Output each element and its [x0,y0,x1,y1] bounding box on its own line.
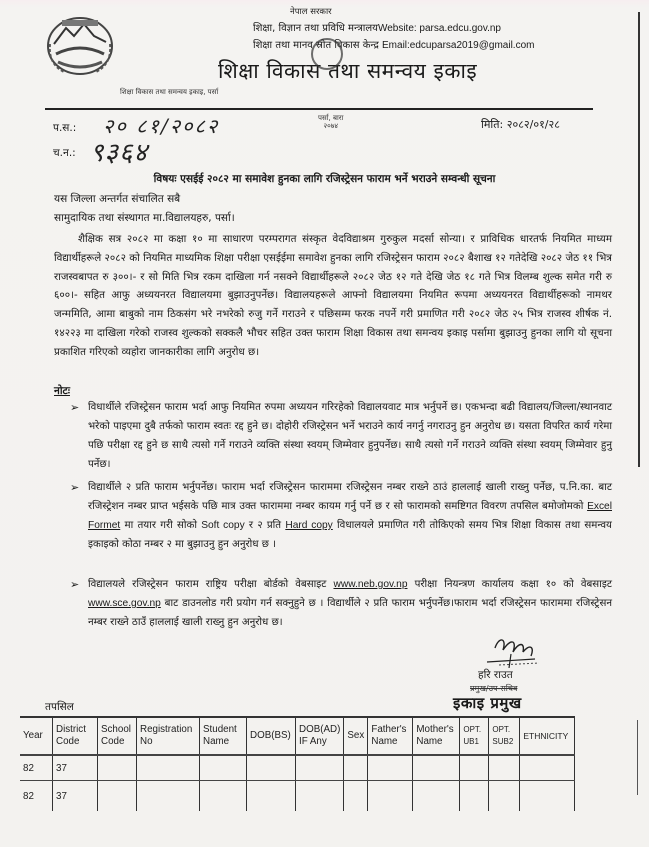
table-cell [98,755,137,781]
page-edge-line [637,720,638,795]
note-text: विधार्थीले रजिस्ट्रेसन फाराम भर्दा आफु नियमित रुपमा अध्ययन गरिरहेको विद्यालयवाट मात्र भर्नुपर्ने छ। एकभन्दा बढी विद्यालय/जिल्ला/स्थानवाट भरेको पाइएमा दुबै तर्फको फाराम स्वतः रद्द हुने छ। दोहोरी रजिस्ट्रेसन भर्ने भराउने कार्य नगर्नु नगराउनु हुन अनुरोध छ। यसता विपरित कार्य गरेमा पछि परीक्षा रद्द हुने छ साथै त्यसो गर्ने गराउने व्यक्ति संस्था स्वयम् जिम्मेवार हुनुपर्नेछ। साथै त्यसो गर्ने गराउने व्यक्ति संस्था स्वयम् जिम्मेवार हुनु पर्नेछ। [88,402,612,470]
ministry-line [253,22,501,36]
note-text-part: मा तयार गरी सोको [124,520,197,531]
col-year: Year [20,717,53,755]
government-label: नेपाल सरकार [290,7,332,17]
bullet-arrow-icon: ➢ [70,401,80,414]
table-cell [296,781,344,812]
unit-title: शिक्षा विकास तथा समन्वय इकाइ [218,59,478,83]
col-sex: Sex [344,717,368,755]
note-text [88,575,612,632]
centre-name: शिक्षा तथा मानव स्रोत विकास केन्द्र [253,40,379,51]
col-mother-name: Mother's Name [413,717,460,755]
letter-no-value: २० ८१/२०८२ [103,114,220,138]
dispatch-no-label: च.न.: [53,147,76,159]
addressee-line-2: सामुदायिक तथा संस्थागत मा.विद्यालयहरु, पर्सा। [54,212,235,224]
table-cell [200,755,247,781]
email-link[interactable]: Email:edcuparsa2019@gmail.com [382,40,535,51]
bullet-arrow-icon: ➢ [70,578,80,591]
table-cell [489,755,520,781]
table-cell [247,781,296,812]
official-stamp-icon [311,38,343,70]
note-text-part: र २ प्रति [248,520,282,531]
page-edge-line [638,12,640,467]
signature-icon [485,634,541,668]
note-item [70,478,612,554]
schedule-table [20,716,575,811]
table-cell: 37 [53,755,98,781]
table-cell [344,755,368,781]
nepal-emblem-icon [44,14,116,76]
col-ethnicity: ETHNICITY [520,717,575,755]
table-cell [344,781,368,812]
note-text-part: बाट डाउनलोड गरी प्रयोग गर्न सक्नुहुने छ । विद्यार्थीले २ प्रति फाराम भर्नुपर्नेछ।फाराम भर्दा रजिस्ट्रेसन फाराममा रजिस्ट्रेसन नम्बर राख्ने ठाउँ हाललाई खाली राख्नु हुन अनुरोध छ। [88,598,612,628]
table-cell: 37 [53,781,98,812]
table-cell [368,755,413,781]
body-paragraph: शैक्षिक सत्र २०८२ मा कक्षा १० मा साधारण परम्परागत संस्कृत वेदविद्याश्रम गुरुकुल मदर्सा सोन्या। र प्राविधिक धारतर्फ नियमित माध्यम विद्यार्थीहरूले २०८२ को नियमित माध्यमिक शिक्षा परीक्षा एसईईमा समावेश हुनका लागि रजिस्ट्रेसन फाराम २०८२ बैशाख १२ गतेदेखि २०८२ जेठ ११ भित्र राजस्वबापत रु ३००।- र सो मिति भित्र रकम दाखिला गर्न नसक्ने विद्यार्थीहरूले २०८२ जेठ १२ गते देखि जेठ १८ गते भित्र विलम्ब शुल्क समेत गरी रु ६००।- सहित आफु अध्ययनरत विद्यालयमा बुझाउनुपर्नेछ। विद्यालयहरूले आफ्नो विद्यालयमा नियमित रूपमा अध्ययनरत विद्यार्थीहरूको नामथर जन्ममिति, आमा बाबुको नाम ठिकसंग भरे नभरेको रुजु गर्ने गराउने र पछिसम्म फरक नपर्ने गरी प्रमाणित गरी २०८२ जेठ २५ भित्र राजस्व शीर्षक नं. १४२२३ मा दाखिला गरेको राजस्व शुल्कको सक्कलै भौचर सहित उक्त फाराम शिक्षा विकास तथा समन्वय इकाइ पर्सामा बुझाउनु हुनका लागि यो सूचना प्रकाशित गरिएको व्यहोरा जानकारीका लागि अनुरोध छ। [54,233,612,358]
note-text-part: विधालयले प्रमाणित गरी तोकिएको समय भित्र शिक्षा विकास तथा समन्वय इकाइको कोठा नम्बर २ मा बुझाउनु हुन अनुरोध छ । [88,520,612,550]
col-registration-no: Registration No [137,717,200,755]
struck-title: प्रमुख/उप-सचिव [470,684,518,693]
note-label: नोटः [54,385,70,397]
note-item [70,398,612,474]
table-cell [460,755,489,781]
table-cell [137,781,200,812]
table-cell [520,781,575,812]
website-link[interactable]: Website: parsa.edcu.gov.np [377,23,501,34]
table-cell [98,781,137,812]
neb-website-link[interactable]: www.neb.gov.np [333,579,408,590]
header-divider [45,108,593,110]
col-dob-bs: DOB(BS) [247,717,296,755]
note-text-part: विद्यालयले रजिस्ट्रेसन फाराम राष्ट्रिय परीक्षा बोर्डको वेबसाइट [88,579,327,590]
table-cell [296,755,344,781]
sce-website-link[interactable]: www.sce.gov.np [88,598,161,609]
subject-line: विषयः एसईई २०८२ मा समावेश हुनका लागि रजिस्ट्रेसन फाराम भर्ने भराउने सम्वन्धी सूचना [153,173,496,185]
table-row [20,781,575,812]
col-student-name: Student Name [200,717,247,755]
letter-no-label: प.स.: [53,122,77,134]
stamp-subtext: पर्सा, बारा २०७४ [318,114,344,130]
note-item [70,575,612,632]
schedule-label: तपसिल [45,701,74,713]
table-cell [368,781,413,812]
note-text [88,478,612,554]
signatory-name: हरि राउत [478,669,513,681]
note-text-part: विद्यार्थीले २ प्रति फाराम भर्नुपर्नेछ। फाराम भर्दा रजिस्ट्रेसन फाराममा रजिस्ट्रेसन नम्बर राख्ने ठाउं हाललाई खाली राख्नु पर्नेछ, प.नि.का. बाट रजिस्ट्रेशन नम्बर प्राप्त भईसके पछि मात्र उक्त फाराममा नम्बर कायम गर्नु पर्ने छ र सो फारामको समष्टिगत विवरण तपसिल बमोजोमको [88,482,612,512]
centre-line [253,39,534,53]
date-label: मिति: [481,118,504,131]
col-dob-ad: DOB(AD) IF Any [296,717,344,755]
table-cell [137,755,200,781]
table-cell [413,781,460,812]
note-text-part: परीक्षा नियन्त्रण कार्यालय कक्षा १० को वेबसाइट [414,579,612,590]
excel-format-text: Excel Formet [88,501,612,531]
col-father-name: Father's Name [368,717,413,755]
table-cell [520,755,575,781]
table-row [20,755,575,781]
ministry-name: शिक्षा, विज्ञान तथा प्रविधि मन्त्रालय [253,23,378,34]
soft-copy-text: Soft copy [201,520,245,531]
table-cell [413,755,460,781]
col-opt-sub1: OPT. UB1 [460,717,489,755]
table-cell: 82 [20,755,53,781]
stamp-text: शिक्षा विकास तथा समन्वय इकाइ, पर्सा [120,88,219,96]
addressee-line-1: यस जिल्ला अन्तर्गत संचालित सबै [54,193,181,205]
dispatch-no-value: ९३६४ [90,138,149,168]
table-cell [247,755,296,781]
col-district-code: District Code [53,717,98,755]
table-cell [200,781,247,812]
table-cell [460,781,489,812]
signatory-title: इकाइ प्रमुख [453,694,522,712]
col-opt-sub2: OPT. SUB2 [489,717,520,755]
col-school-code: School Code [98,717,137,755]
date-line [481,118,560,132]
hard-copy-text: Hard copy [285,520,333,531]
date-value: २०८२/०१/२८ [506,118,560,131]
bullet-arrow-icon: ➢ [70,481,80,494]
table-cell [489,781,520,812]
table-cell: 82 [23,790,34,802]
table-header-row [20,717,575,755]
